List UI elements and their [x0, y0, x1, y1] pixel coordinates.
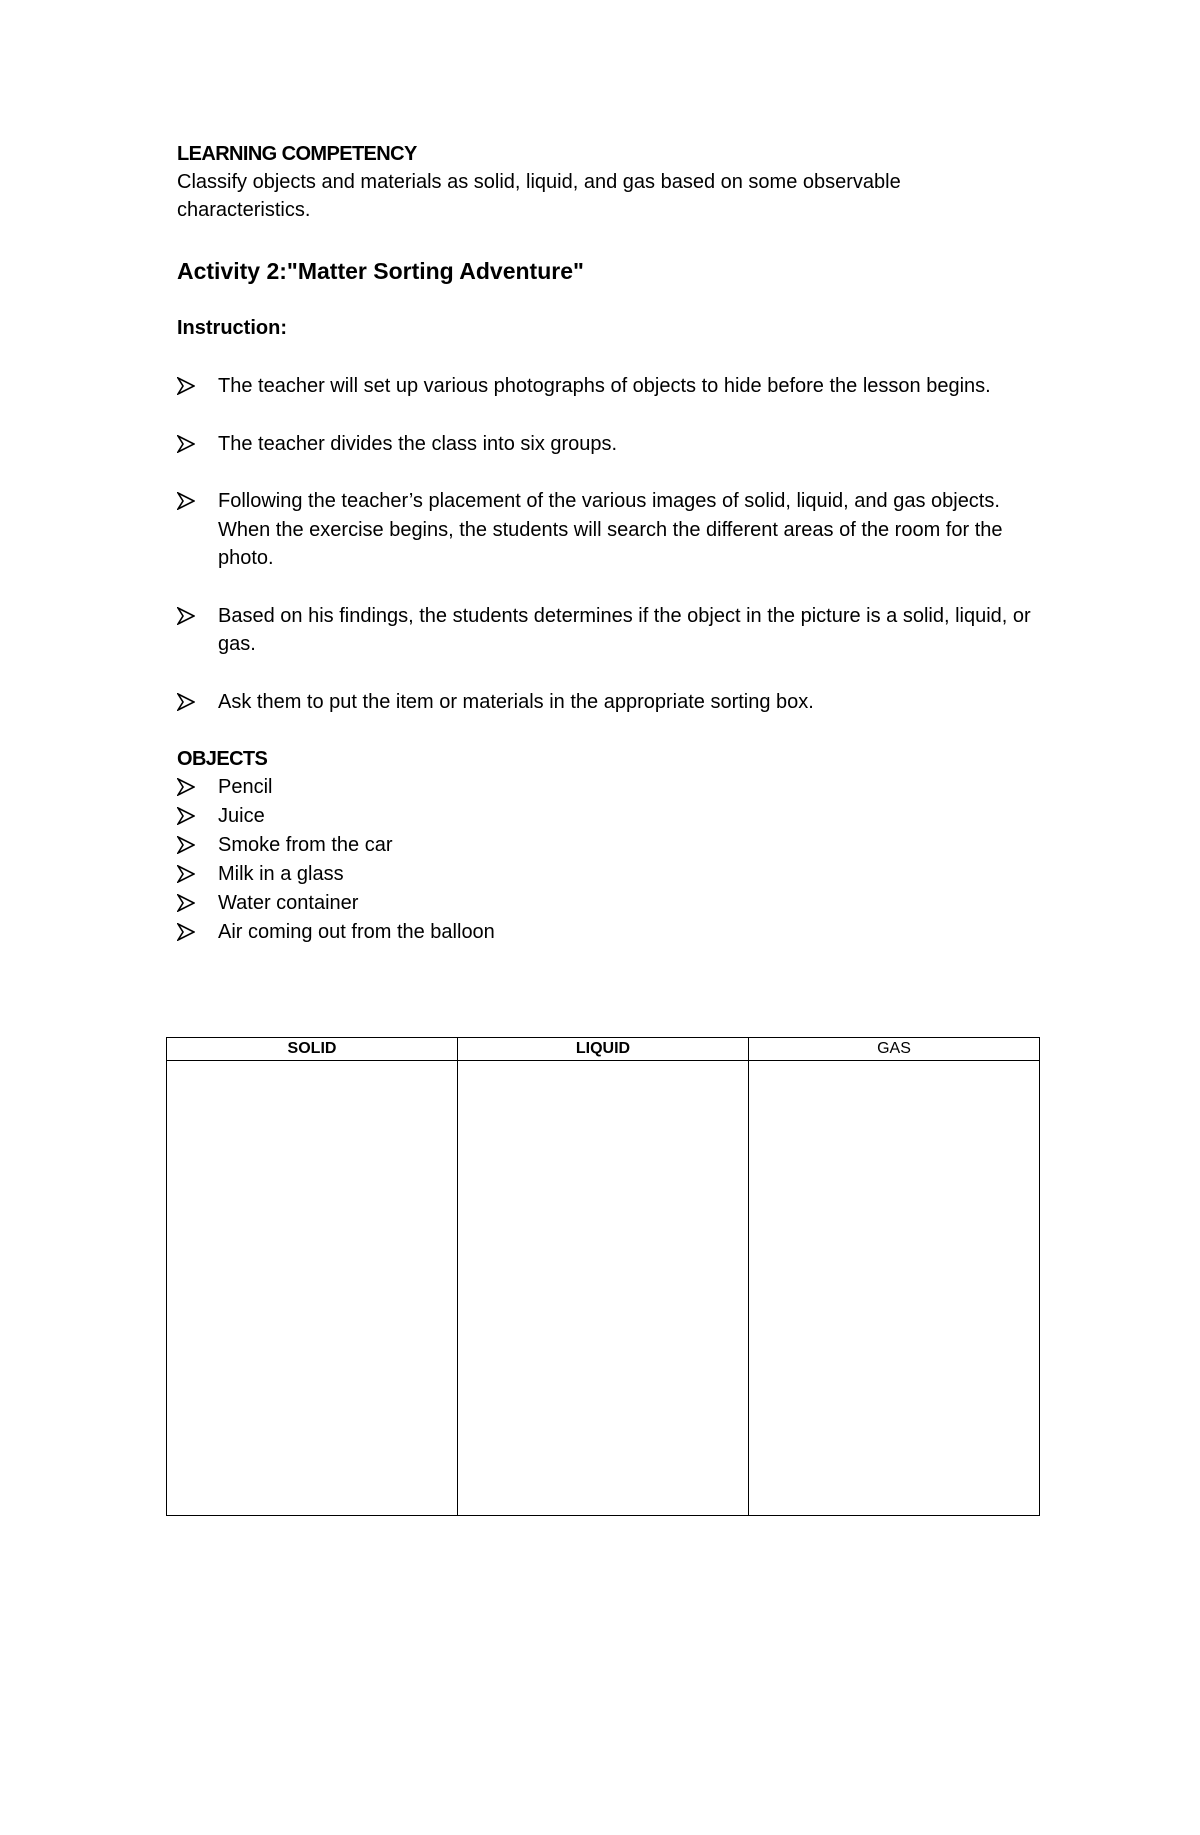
column-header-liquid: LIQUID — [458, 1038, 749, 1061]
table-row — [167, 1061, 1040, 1516]
column-header-gas: GAS — [749, 1038, 1040, 1061]
object-text: Smoke from the car — [218, 834, 393, 856]
arrow-bullet-icon — [177, 607, 195, 625]
objects-list — [177, 773, 1037, 947]
worksheet-page — [177, 140, 1037, 947]
instruction-heading: Instruction: — [177, 317, 287, 339]
instruction-list — [177, 372, 1037, 716]
instruction-item — [177, 487, 1037, 573]
instruction-item — [177, 602, 1037, 659]
competency-text: Classify objects and materials as solid, liquid, and gas based on some observable characteristics. — [177, 171, 901, 221]
object-text: Milk in a glass — [218, 863, 344, 885]
liquid-sorting-box[interactable] — [458, 1061, 749, 1516]
sorting-table — [166, 1037, 1040, 1516]
instruction-item — [177, 688, 1037, 717]
object-item — [177, 889, 1037, 918]
object-item — [177, 773, 1037, 802]
instruction-text: Following the teacher’s placement of the various images of solid, liquid, and gas objects. When the exercise begins, the students will search the different areas of the room for the photo. — [218, 490, 1003, 569]
arrow-bullet-icon — [177, 865, 195, 883]
object-item — [177, 831, 1037, 860]
gas-sorting-box[interactable] — [749, 1061, 1040, 1516]
instruction-text: The teacher will set up various photographs of objects to hide before the lesson begins. — [218, 375, 991, 397]
arrow-bullet-icon — [177, 778, 195, 796]
activity-title: Activity 2:"Matter Sorting Adventure" — [177, 258, 584, 284]
object-text: Water container — [218, 892, 359, 914]
table-header-row — [167, 1038, 1040, 1061]
instruction-text: The teacher divides the class into six groups. — [218, 432, 618, 455]
object-text: Juice — [218, 805, 265, 827]
instruction-item — [177, 430, 1037, 459]
instruction-item — [177, 372, 1037, 401]
object-text: Air coming out from the balloon — [218, 921, 495, 943]
arrow-bullet-icon — [177, 836, 195, 854]
arrow-bullet-icon — [177, 807, 195, 825]
object-item — [177, 918, 1037, 947]
object-item — [177, 802, 1037, 831]
instruction-text: Based on his findings, the students determines if the object in the picture is a solid, liquid, or gas. — [218, 604, 1031, 655]
arrow-bullet-icon — [177, 435, 195, 453]
object-item — [177, 860, 1037, 889]
instruction-text: Ask them to put the item or materials in the appropriate sorting box. — [218, 690, 814, 713]
column-header-solid: SOLID — [167, 1038, 458, 1061]
arrow-bullet-icon — [177, 923, 195, 941]
solid-sorting-box[interactable] — [167, 1061, 458, 1516]
arrow-bullet-icon — [177, 693, 195, 711]
arrow-bullet-icon — [177, 492, 195, 510]
object-text: Pencil — [218, 776, 273, 798]
objects-heading: OBJECTS — [177, 748, 268, 770]
arrow-bullet-icon — [177, 377, 195, 395]
arrow-bullet-icon — [177, 894, 195, 912]
competency-heading: LEARNING COMPETENCY — [177, 143, 417, 165]
